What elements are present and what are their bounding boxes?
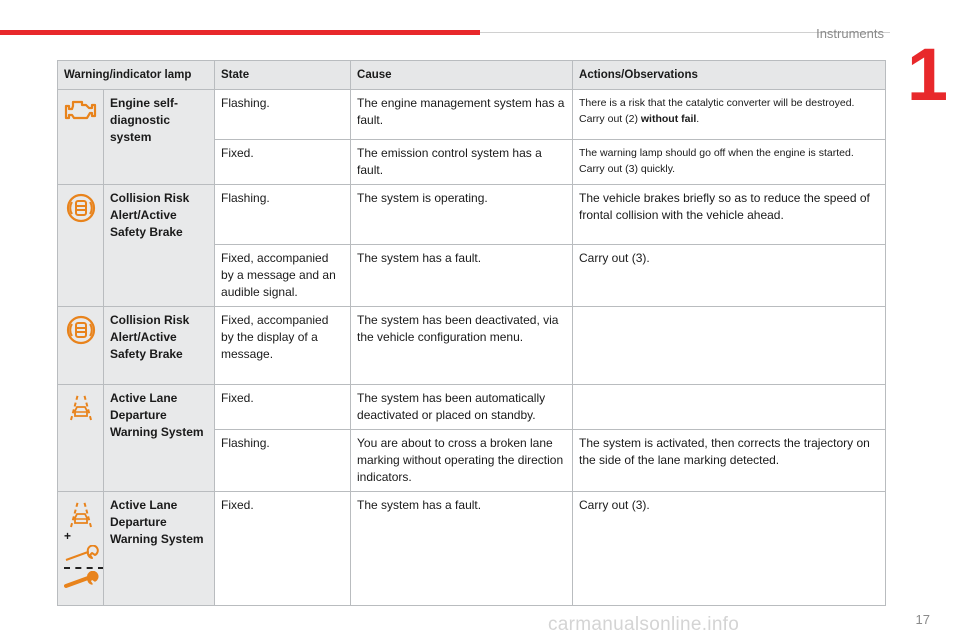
collision-risk-icon xyxy=(65,314,97,346)
watermark: carmanualsonline.info xyxy=(548,614,740,635)
header-accent-bar xyxy=(0,30,480,35)
lane-departure-icon xyxy=(65,499,97,529)
header-cause: Cause xyxy=(351,61,573,90)
state-cell: Fixed. xyxy=(215,140,351,185)
lamp-name: Collision Risk Alert/Active Safety Brake xyxy=(104,185,215,307)
collision-risk-icon xyxy=(65,192,97,224)
action-cell: The system is activated, then corrects the trajectory on the side of the lane marking detected. xyxy=(573,430,886,492)
header-actions: Actions/Observations xyxy=(573,61,886,90)
lamp-name: Active Lane Departure Warning System xyxy=(104,385,215,492)
divider-dashed xyxy=(64,567,104,569)
action-cell: The warning lamp should go off when the engine is started. Carry out (3) quickly. xyxy=(573,140,886,185)
action-cell: The vehicle brakes briefly so as to reduce the speed of frontal collision with the vehicle ahead. xyxy=(573,185,886,245)
wrench-outline-icon xyxy=(64,545,102,563)
table-row xyxy=(58,385,886,430)
chapter-number: 1 xyxy=(906,33,948,116)
table-row xyxy=(58,185,886,245)
action-cell xyxy=(573,307,886,385)
header-state: State xyxy=(215,61,351,90)
table-row xyxy=(58,307,886,385)
lamp-icon-cell xyxy=(58,492,104,606)
state-cell: Flashing. xyxy=(215,430,351,492)
engine-icon xyxy=(64,97,98,123)
cause-cell: The system is operating. xyxy=(351,185,573,245)
cause-cell: The system has been automatically deactivated or placed on standby. xyxy=(351,385,573,430)
action-emphasis: without fail xyxy=(640,113,697,125)
lamp-name: Collision Risk Alert/Active Safety Brake xyxy=(104,307,215,385)
header-lamp: Warning/indicator lamp xyxy=(58,61,215,90)
action-cell: Carry out (3). xyxy=(573,245,886,307)
table-header-row xyxy=(58,61,886,90)
cause-cell: You are about to cross a broken lane marking without operating the direction indicators. xyxy=(351,430,573,492)
lamp-icon-cell xyxy=(58,185,104,307)
cause-cell: The system has a fault. xyxy=(351,492,573,606)
cause-cell: The system has a fault. xyxy=(351,245,573,307)
cause-cell: The emission control system has a fault. xyxy=(351,140,573,185)
plus-sign: + xyxy=(64,529,72,543)
lamp-icon-cell xyxy=(58,385,104,492)
warning-lamp-table xyxy=(57,60,886,606)
lamp-name: Active Lane Departure Warning System xyxy=(104,492,215,606)
action-cell: Carry out (3). xyxy=(573,492,886,606)
action-cell xyxy=(573,385,886,430)
state-cell: Flashing. xyxy=(215,90,351,140)
action-cell xyxy=(573,90,886,140)
state-cell: Fixed. xyxy=(215,492,351,606)
state-cell: Fixed, accompanied by a message and an audible signal. xyxy=(215,245,351,307)
lamp-icon-cell xyxy=(58,90,104,185)
table-row xyxy=(58,90,886,140)
cause-cell: The engine management system has a fault. xyxy=(351,90,573,140)
state-cell: Fixed, accompanied by the display of a message. xyxy=(215,307,351,385)
state-cell: Flashing. xyxy=(215,185,351,245)
action-text: There is a risk that the catalytic converter will be destroyed. Carry out (2) xyxy=(579,97,855,125)
page-number: 17 xyxy=(915,612,930,627)
action-text-end: . xyxy=(696,113,700,125)
lamp-icon-cell xyxy=(58,307,104,385)
lamp-name: Engine self-diagnostic system xyxy=(104,90,215,185)
table-row xyxy=(58,492,886,606)
state-cell: Fixed. xyxy=(215,385,351,430)
section-title: Instruments xyxy=(816,26,884,41)
wrench-service-icon xyxy=(64,571,102,589)
cause-cell: The system has been deactivated, via the vehicle configuration menu. xyxy=(351,307,573,385)
lane-departure-icon xyxy=(65,392,97,422)
